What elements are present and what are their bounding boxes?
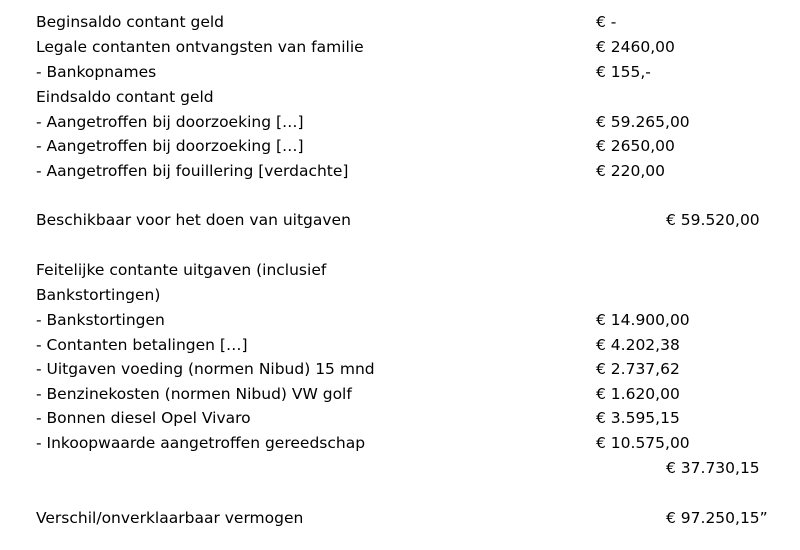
row-amount: € 59.265,00 xyxy=(596,113,690,131)
row-doorzoeking-2 xyxy=(0,134,800,158)
row-amount: € 155,- xyxy=(596,63,651,81)
row-label: - Uitgaven voeding (normen Nibud) 15 mnd xyxy=(36,360,375,378)
row-contanten-betalingen xyxy=(0,333,800,357)
row-amount: € 59.520,00 xyxy=(666,211,760,229)
row-label: - Benzinekosten (normen Nibud) VW golf xyxy=(36,385,352,403)
row-label: - Bankstortingen xyxy=(36,311,165,329)
row-uitgaven-voeding xyxy=(0,357,800,381)
row-amount: € 220,00 xyxy=(596,162,666,180)
row-doorzoeking-1 xyxy=(0,110,800,134)
row-label: - Aangetroffen bij fouillering [verdachte] xyxy=(36,162,349,180)
row-amount: € 2460,00 xyxy=(596,38,675,56)
row-label: - Bonnen diesel Opel Vivaro xyxy=(36,409,251,427)
row-bonnen-diesel xyxy=(0,406,800,430)
row-bankstortingen xyxy=(0,308,800,332)
row-label: Feitelijke contante uitgaven (inclusief xyxy=(36,261,327,279)
row-label: - Aangetroffen bij doorzoeking […] xyxy=(36,137,304,155)
row-label: - Contanten betalingen […] xyxy=(36,336,248,354)
row-label: - Aangetroffen bij doorzoeking […] xyxy=(36,113,304,131)
row-inkoopwaarde xyxy=(0,431,800,455)
row-fouillering xyxy=(0,159,800,183)
row-feitelijke-uitgaven-cont xyxy=(0,283,800,307)
row-label: - Inkoopwaarde aangetroffen gereedschap xyxy=(36,434,366,452)
row-benzinekosten xyxy=(0,382,800,406)
row-subtotaal-uitgaven xyxy=(0,456,800,480)
row-beginsaldo xyxy=(0,10,800,34)
row-label: Legale contanten ontvangsten van familie xyxy=(36,38,364,56)
row-amount: € 37.730,15 xyxy=(666,459,760,477)
row-label: Beginsaldo contant geld xyxy=(36,13,225,31)
row-amount: € 10.575,00 xyxy=(596,434,690,452)
row-amount: € 2.737,62 xyxy=(596,360,680,378)
row-bankopnames xyxy=(0,60,800,84)
row-beschikbaar xyxy=(0,208,800,232)
row-amount: € 14.900,00 xyxy=(596,311,690,329)
row-amount: € 97.250,15” xyxy=(666,509,768,527)
row-amount: € 1.620,00 xyxy=(596,385,680,403)
row-label: Beschikbaar voor het doen van uitgaven xyxy=(36,211,351,229)
row-amount: € 2650,00 xyxy=(596,137,675,155)
row-label: Verschil/onverklaarbaar vermogen xyxy=(36,509,304,527)
row-amount: € - xyxy=(596,13,617,31)
row-verschil xyxy=(0,506,800,530)
row-eindsaldo xyxy=(0,85,800,109)
row-amount: € 4.202,38 xyxy=(596,336,680,354)
row-label: - Bankopnames xyxy=(36,63,157,81)
row-feitelijke-uitgaven xyxy=(0,258,800,282)
row-label: Bankstortingen) xyxy=(36,286,161,304)
row-legale-contanten xyxy=(0,35,800,59)
row-amount: € 3.595,15 xyxy=(596,409,680,427)
row-label: Eindsaldo contant geld xyxy=(36,88,214,106)
